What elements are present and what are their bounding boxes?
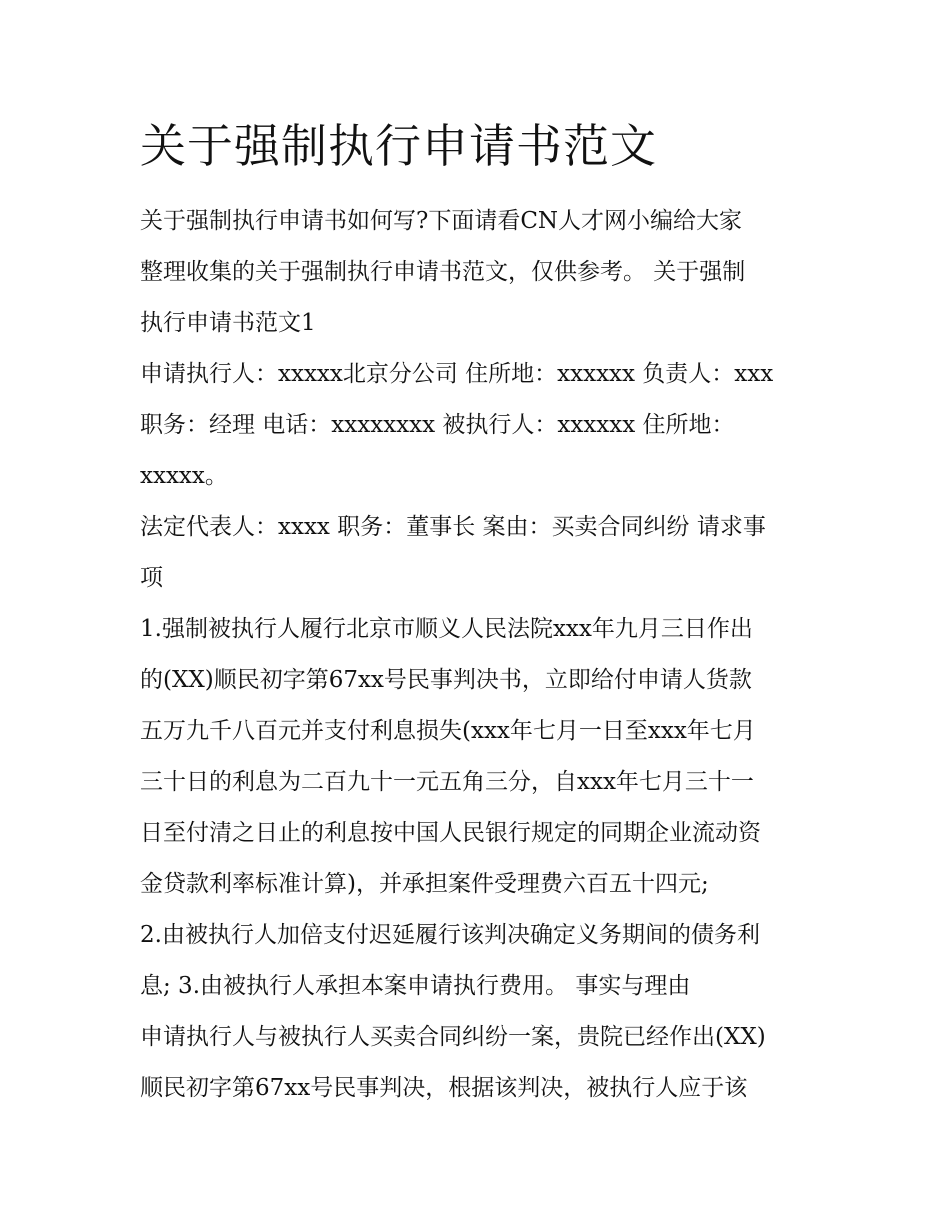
document-title: 关于强制执行申请书范文 [140,119,657,173]
body-line: 关于强制执行申请书如何写?下面请看CN人才网小编给大家 [140,208,743,234]
body-line: 日至付清之日止的利息按中国人民银行规定的同期企业流动资 [140,820,761,846]
body-line: 三十日的利息为二百九十一元五角三分，自xxx年七月三十一 [140,769,754,795]
body-line: 五万九千八百元并支付利息损失(xxx年七月一日至xxx年七月 [140,718,756,744]
body-line: 执行申请书范文1 [140,310,316,336]
body-line: 项 [140,565,163,591]
body-line: 整理收集的关于强制执行申请书范文，仅供参考。 关于强制 [140,259,746,285]
body-line: 顺民初字第67xx号民事判决，根据该判决，被执行人应于该 [140,1075,748,1101]
body-line: xxxxx。 [140,463,228,489]
body-line: 职务：经理 电话：xxxxxxxx 被执行人：xxxxxx 住所地： [140,412,735,438]
body-line: 申请执行人与被执行人买卖合同纠纷一案，贵院已经作出(XX) [140,1024,766,1050]
document-body [140,196,820,1114]
body-line: 的(XX)顺民初字第67xx号民事判决书，立即给付申请人货款 [140,667,752,693]
body-line: 法定代表人：xxxx 职务：董事长 案由：买卖合同纠纷 请求事 [140,514,766,540]
body-line: 2.由被执行人加倍支付迟延履行该判决确定义务期间的债务利 [140,922,760,948]
body-line: 金贷款利率标准计算)，并承担案件受理费六百五十四元; [140,871,709,897]
body-line: 息; 3.由被执行人承担本案申请执行费用。 事实与理由 [140,973,691,999]
body-line: 1.强制被执行人履行北京市顺义人民法院xxx年九月三日作出 [140,616,753,642]
body-line: 申请执行人：xxxxx北京分公司 住所地：xxxxxx 负责人：xxx [140,361,774,387]
